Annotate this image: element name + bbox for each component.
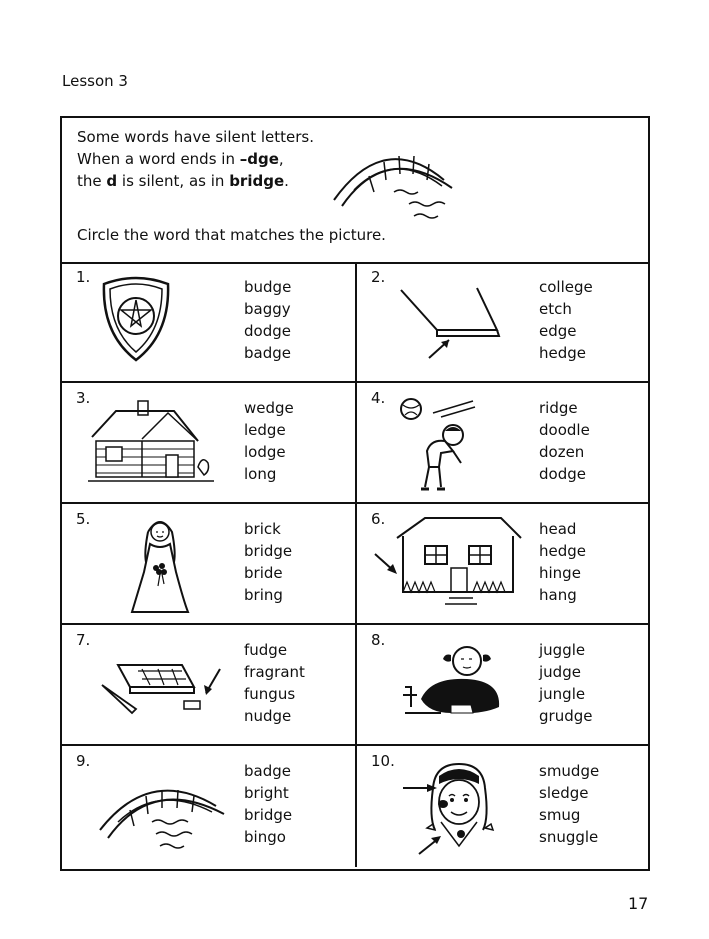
house-hedge-icon	[373, 514, 523, 622]
word-option[interactable]: hedge	[539, 542, 587, 560]
word-option[interactable]: bride	[244, 564, 283, 582]
item-number: 2.	[371, 268, 386, 286]
word-option[interactable]: jungle	[539, 685, 586, 703]
word-option[interactable]: head	[539, 520, 577, 538]
word-option[interactable]: bridge	[244, 542, 293, 560]
intro-line-3: the d is silent, as in bridge.	[77, 172, 289, 190]
word-list	[244, 397, 294, 485]
item-number: 8.	[371, 631, 386, 649]
word-option[interactable]: fragrant	[244, 663, 305, 681]
word-option[interactable]: etch	[539, 300, 572, 318]
word-option[interactable]: ridge	[539, 399, 578, 417]
exercise-6	[355, 504, 648, 625]
exercise-10	[355, 746, 648, 867]
item-number: 4.	[371, 389, 386, 407]
item-number: 5.	[76, 510, 91, 528]
word-option[interactable]: dodge	[244, 322, 291, 340]
word-option[interactable]: bingo	[244, 828, 286, 846]
intro-line-1: Some words have silent letters.	[77, 128, 315, 146]
exercise-grid	[62, 262, 648, 869]
item-number: 3.	[76, 389, 91, 407]
item-number: 10.	[371, 752, 395, 770]
word-option[interactable]: badge	[244, 344, 291, 362]
log-cabin-icon	[86, 397, 216, 491]
exercise-7	[62, 625, 355, 746]
item-number: 1.	[76, 268, 91, 286]
word-option[interactable]: dodge	[539, 465, 586, 483]
word-option[interactable]: fudge	[244, 641, 288, 659]
word-option[interactable]: wedge	[244, 399, 294, 417]
word-list	[539, 760, 599, 848]
exercise-4	[355, 383, 648, 504]
word-option[interactable]: ledge	[244, 421, 286, 439]
word-option[interactable]: badge	[244, 762, 291, 780]
lesson-title: Lesson 3	[62, 72, 128, 90]
dodging-ball-icon	[395, 393, 505, 497]
word-list	[244, 276, 291, 364]
item-number: 6.	[371, 510, 386, 528]
word-option[interactable]: baggy	[244, 300, 291, 318]
exercise-3	[62, 383, 355, 504]
shield-icon	[96, 274, 176, 368]
word-option[interactable]: hang	[539, 586, 577, 604]
word-list	[539, 276, 593, 364]
word-option[interactable]: doodle	[539, 421, 590, 439]
word-option[interactable]: sledge	[539, 784, 589, 802]
word-option[interactable]: dozen	[539, 443, 585, 461]
item-number: 9.	[76, 752, 91, 770]
word-list	[244, 760, 292, 848]
word-option[interactable]: budge	[244, 278, 292, 296]
intro-line-2: When a word ends in –dge,	[77, 150, 284, 168]
exercise-1	[62, 262, 355, 383]
page-number: 17	[628, 894, 649, 913]
judge-icon	[401, 637, 511, 737]
word-option[interactable]: lodge	[244, 443, 286, 461]
exercise-9	[62, 746, 355, 867]
word-list	[244, 518, 292, 606]
fudge-pan-icon	[102, 645, 232, 729]
word-option[interactable]: bring	[244, 586, 283, 604]
exercise-8	[355, 625, 648, 746]
word-option[interactable]: bright	[244, 784, 289, 802]
word-list	[244, 639, 305, 727]
worksheet	[60, 116, 650, 871]
ledge-icon	[397, 280, 507, 364]
bridge-example-icon	[324, 130, 474, 234]
word-option[interactable]: long	[244, 465, 277, 483]
bride-icon	[126, 512, 196, 620]
word-option[interactable]: grudge	[539, 707, 593, 725]
word-option[interactable]: fungus	[244, 685, 296, 703]
item-number: 7.	[76, 631, 91, 649]
word-option[interactable]: juggle	[539, 641, 586, 659]
exercise-2	[355, 262, 648, 383]
word-option[interactable]: brick	[244, 520, 281, 538]
smudged-face-icon	[399, 758, 509, 862]
intro-box	[62, 118, 648, 264]
word-list	[539, 518, 586, 606]
word-option[interactable]: edge	[539, 322, 577, 340]
word-option[interactable]: nudge	[244, 707, 292, 725]
word-option[interactable]: smug	[539, 806, 581, 824]
instruction: Circle the word that matches the picture.	[77, 226, 386, 244]
word-option[interactable]: college	[539, 278, 593, 296]
word-list	[539, 639, 592, 727]
word-option[interactable]: snuggle	[539, 828, 599, 846]
word-option[interactable]: hinge	[539, 564, 581, 582]
word-option[interactable]: smudge	[539, 762, 600, 780]
bridge-icon	[94, 766, 234, 860]
word-option[interactable]: bridge	[244, 806, 293, 824]
word-list	[539, 397, 590, 485]
word-option[interactable]: judge	[539, 663, 581, 681]
word-option[interactable]: hedge	[539, 344, 587, 362]
exercise-5	[62, 504, 355, 625]
